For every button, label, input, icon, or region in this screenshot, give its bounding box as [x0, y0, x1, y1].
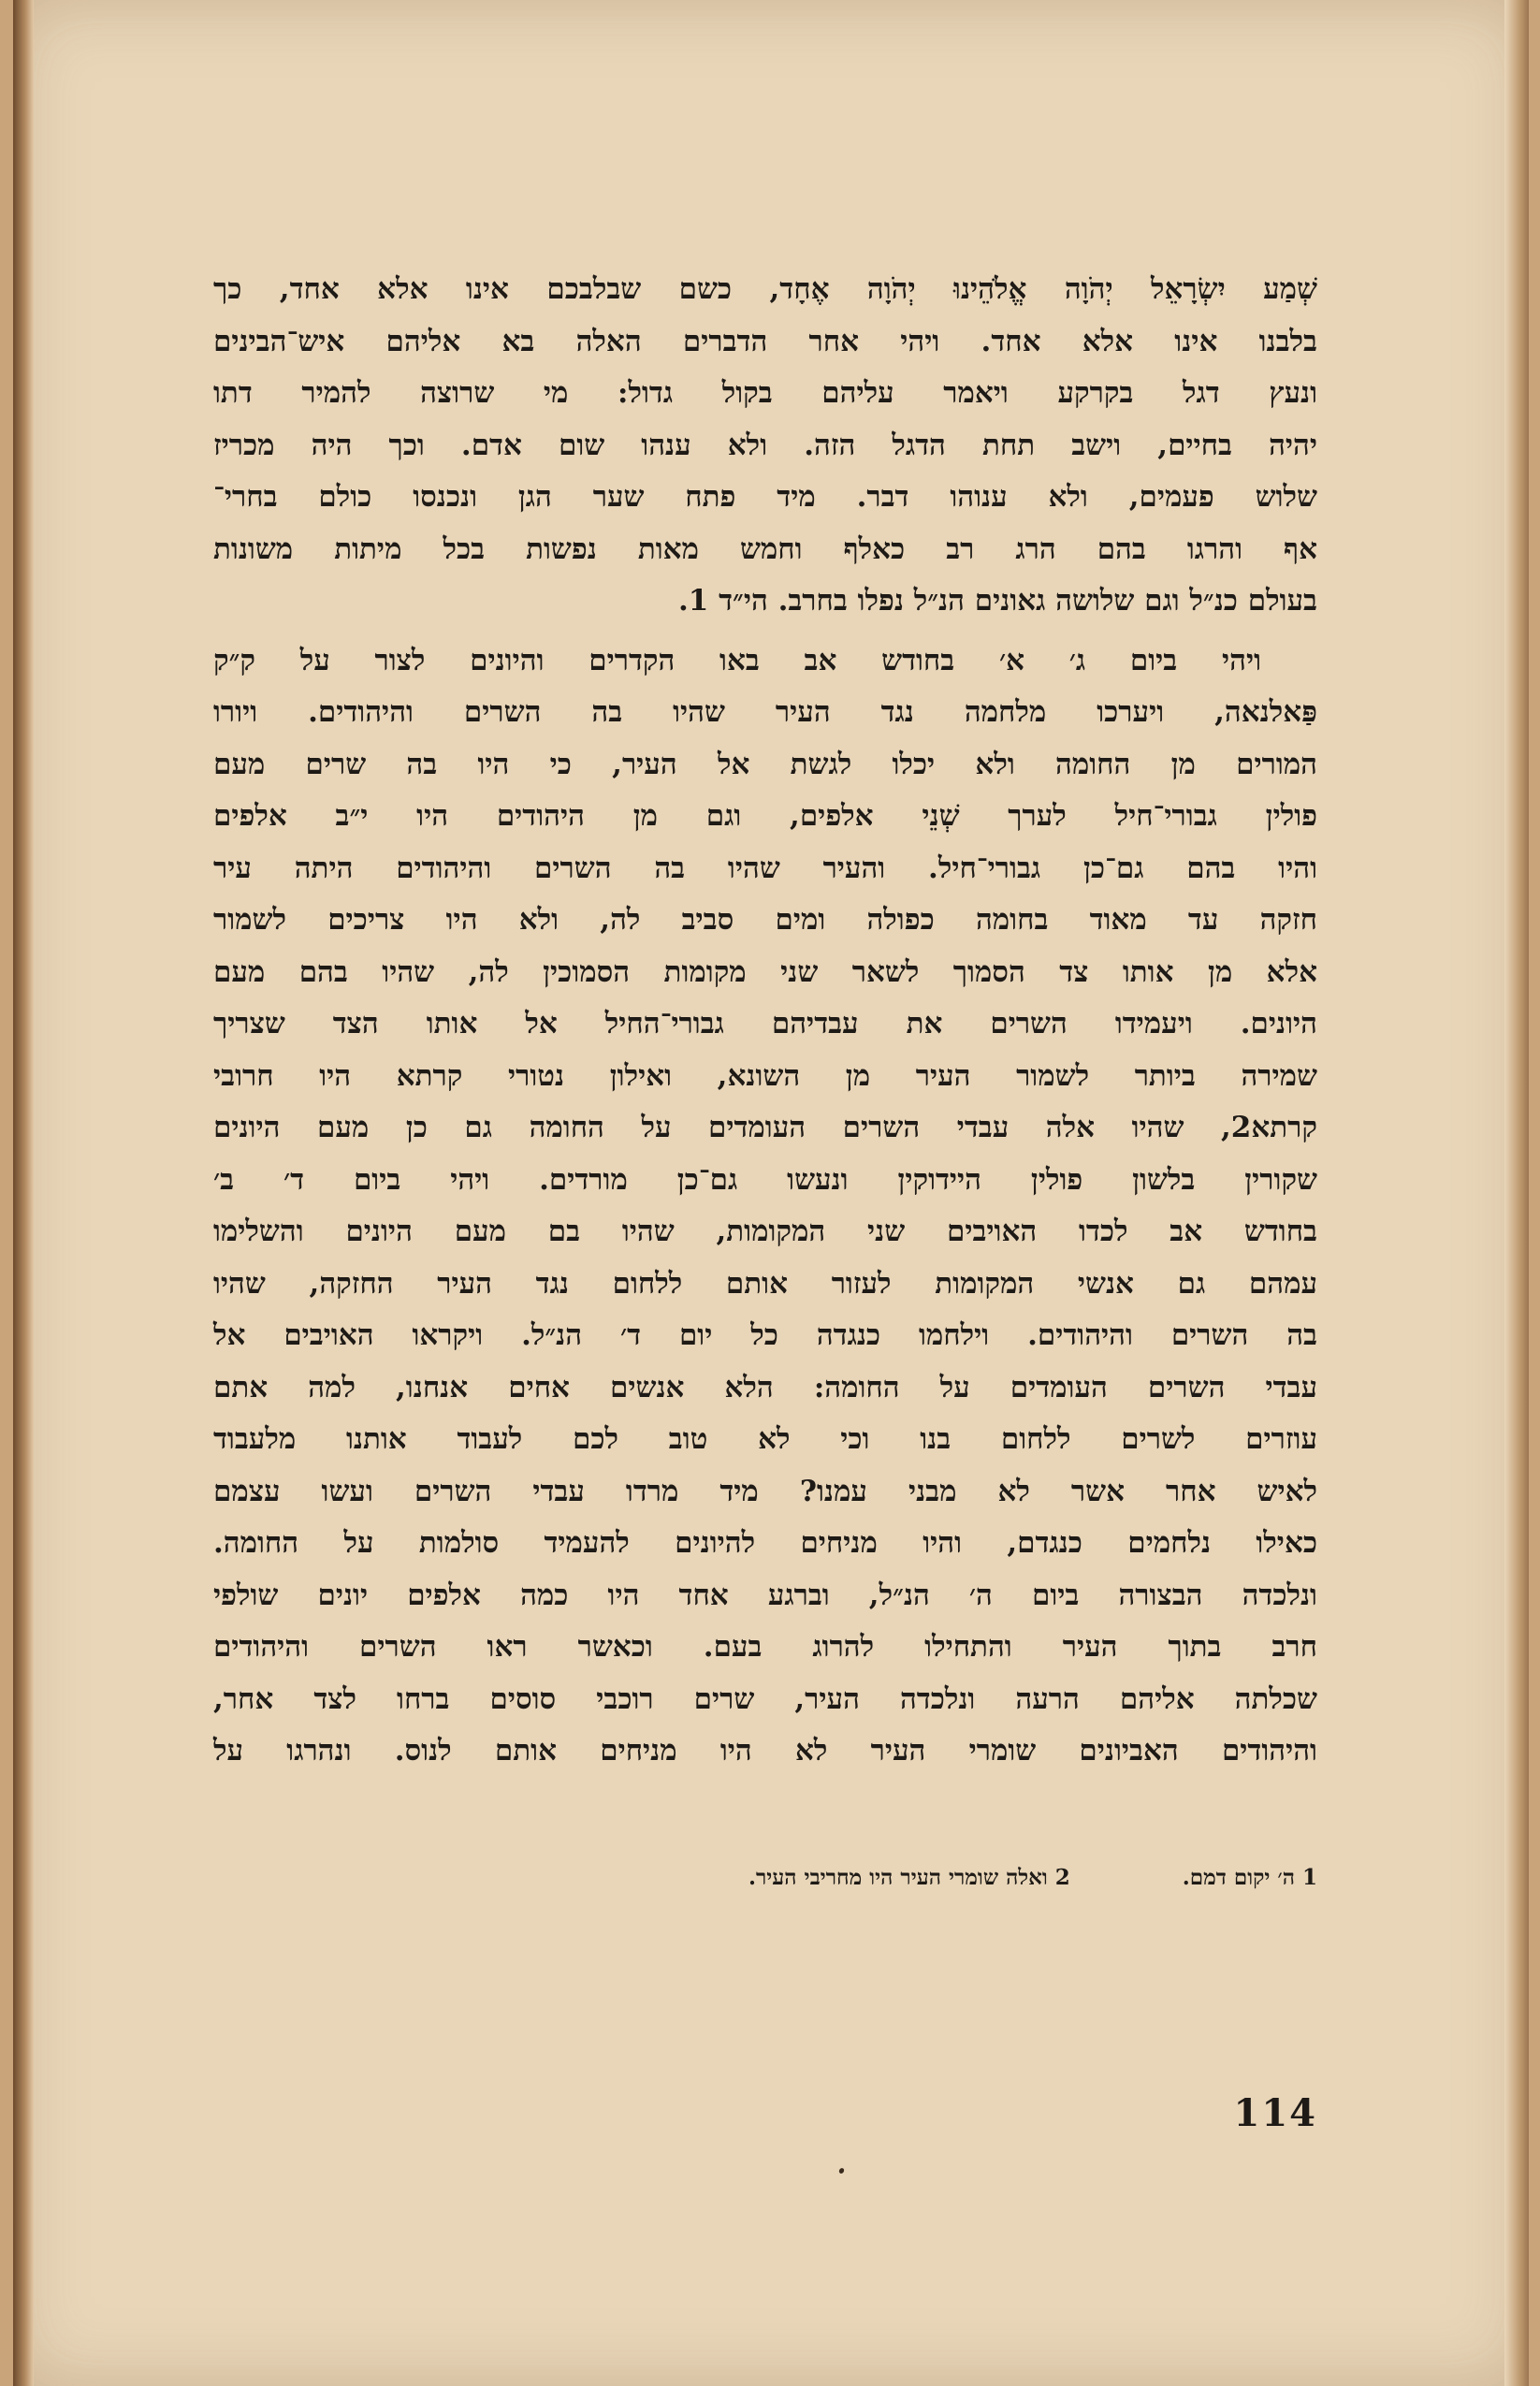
text-line: והיהודים האביונים שומרי העיר לא היו מניחים אותם לנוס. ונהרגו על [213, 1734, 1317, 1768]
footnotes [213, 1865, 1317, 1890]
text-line: עוזרים לשרים ללחום בנו וכי לא טוב לכם לעבוד אותנו מלעבוד [213, 1422, 1317, 1456]
footnote-1: 1 ה׳ יקום דמם. [1182, 1865, 1317, 1890]
ink-speck [838, 2167, 845, 2175]
footnote-2: 2 ואלה שומרי העיר היו מחריבי העיר. [748, 1865, 1070, 1890]
text-line: שקורין בלשון פולין היידוקין ונעשו גם־כן מורדים. ויהי ביום ד׳ ב׳ [213, 1162, 1317, 1197]
book-binding-shadow [13, 0, 34, 2386]
text-line: אף והרגו בהם הרג רב כאלף וחמש מאות נפשות בכל מיתות משונות [213, 531, 1317, 566]
text-line: חזקה עד מאוד בחומה כפולה ומים סביב לה, ולא היו צריכים לשמור [213, 903, 1317, 937]
text-line: המורים מן החומה ולא יכלו לגשת אל העיר, כי היו בה שרים מעם [213, 747, 1317, 781]
text-line: ונעץ דגל בקרקע ויאמר עליהם בקול גדול: מי שרוצה להמיר דתו [213, 376, 1317, 410]
text-line: בעולם כנ״ל וגם שלושה גאונים הנ״ל נפלו בחרב. הי״ד 1. [677, 584, 1317, 618]
text-line: והיו בהם גם־כן גבורי־חיל. והעיר שהיו בה השרים והיהודים היתה עיר [213, 851, 1317, 885]
text-line: שְׁמַע יִשְׂרָאֵל יְהֹוָה אֱלֹהֵינוּ יְהֹוָה אֶחָד, כשם שבלבכם אינו אלא אחד, כך [213, 272, 1317, 306]
text-line: פולין גבורי־חיל לערך שְׁנֵי אלפים, וגם מן היהודים היו י״ב אלפים [213, 799, 1317, 833]
book-page [13, 0, 1529, 2386]
page-edge [1504, 0, 1529, 2386]
text-line: אלא מן אותו צד הסמוך לשאר שני מקומות הסמוכין לה, שהיו בהם מעם [213, 954, 1317, 989]
text-line: לאיש אחר אשר לא מבני עמנו? מיד מרדו עבדי השרים ועשו עצמם [213, 1474, 1317, 1508]
page-number: 114 [1233, 2091, 1317, 2135]
text-line: ויהי ביום ג׳ א׳ בחודש אב באו הקדרים והיונים לצור על ק״ק [213, 643, 1261, 677]
text-line: שלוש פעמים, ולא ענוהו דבר. מיד פתח שער הגן ונכנסו כולם בחרי־ [213, 480, 1317, 514]
text-line: ונלכדה הבצורה ביום ה׳ הנ״ל, וברגע אחד היו כמה אלפים יונים שולפי [213, 1578, 1317, 1612]
text-line: פַּאלנאה, ויערכו מלחמה נגד העיר שהיו בה השרים והיהודים. ויורו [213, 695, 1317, 729]
text-line: כאילו נלחמים כנגדם, והיו מניחים להיונים להעמיד סולמות על החומה. [213, 1526, 1317, 1560]
text-line: שכלתה אליהם הרעה ונלכדה העיר, שרים רוכבי סוסים ברחו לצד אחר, [213, 1681, 1317, 1716]
text-line: יהיה בחיים, וישב תחת הדגל הזה. ולא ענהו שום אדם. וכך היה מכריז [213, 428, 1317, 462]
text-line: שמירה ביותר לשמור העיר מן השונא, ואילון נטורי קרתא היו חרובי [213, 1058, 1317, 1093]
text-line: חרב בתוך העיר והתחילו להרוג בעם. וכאשר ראו השרים והיהודים [213, 1630, 1317, 1664]
text-line: בלבנו אינו אלא אחד. ויהי אחר הדברים האלה בא אליהם איש־הבינים [213, 324, 1317, 358]
text-line: היונים. ויעמידו השרים את עבדיהם גבורי־החיל אל אותו הצד שצריך [213, 1007, 1317, 1040]
body-text [213, 264, 1317, 1778]
text-line: עמהם גם אנשי המקומות לעזור אותם ללחום נגד העיר החזקה, שהיו [213, 1266, 1317, 1301]
text-line: בה השרים והיהודים. וילחמו כנגדה כל יום ד׳ הנ״ל. ויקראו האויבים אל [213, 1318, 1317, 1352]
text-line: בחודש אב לכדו האויבים שני המקומות, שהיו בם מעם היונים והשלימו [213, 1215, 1317, 1248]
text-line: קרתא2, שהיו אלה עבדי השרים העומדים על החומה גם כן מעם היונים [213, 1111, 1317, 1144]
text-line: עבדי השרים העומדים על החומה: הלא אנשים אחים אנחנו, למה אתם [213, 1370, 1317, 1404]
